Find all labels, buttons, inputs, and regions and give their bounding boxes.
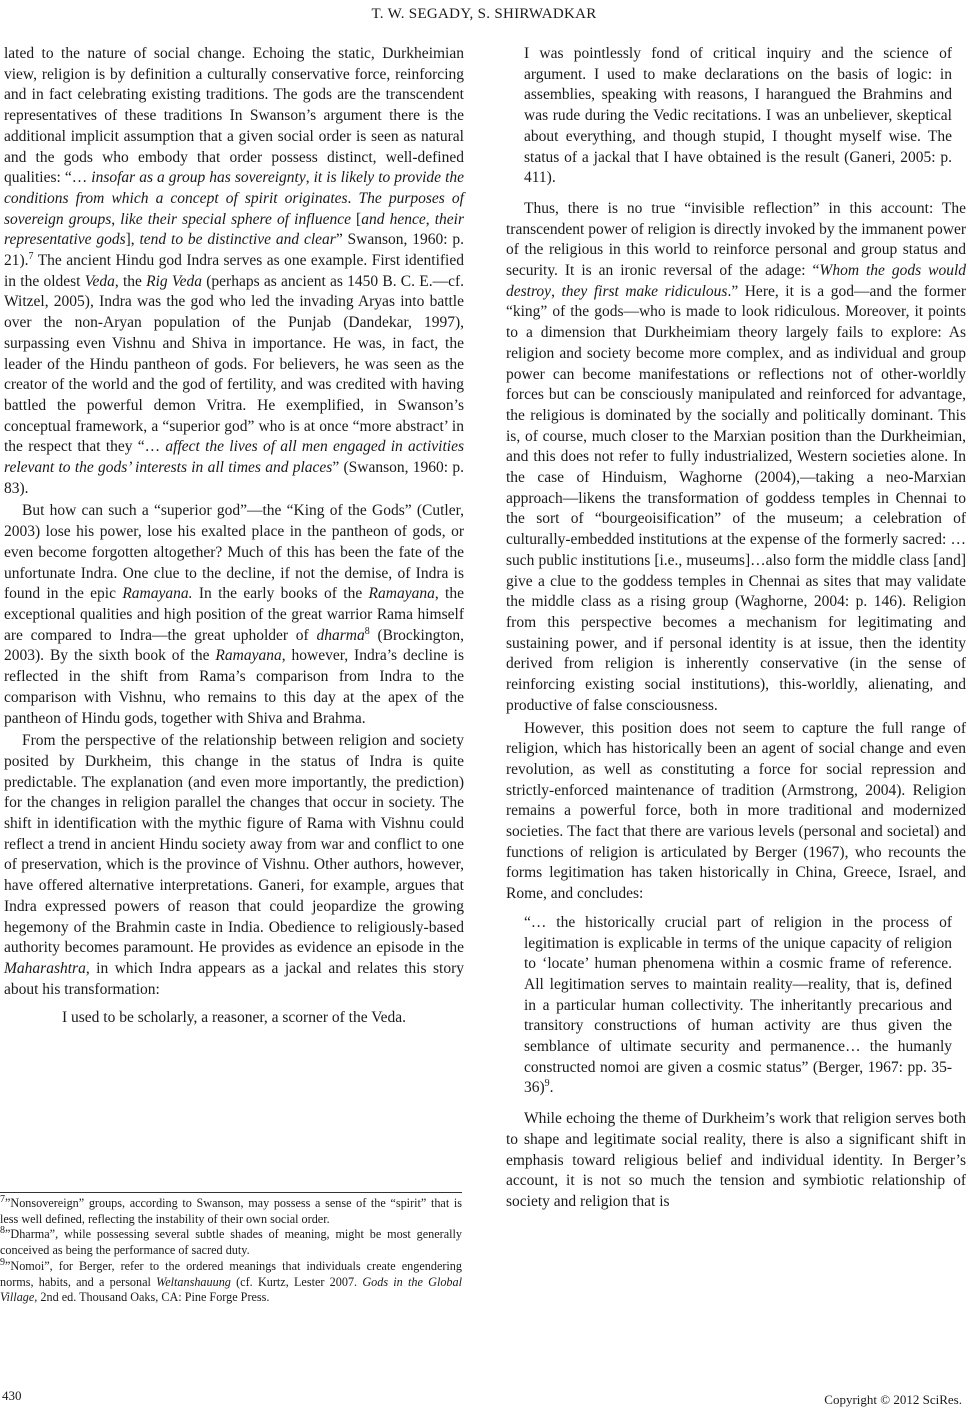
text-run: ” Swanson, 1960: p. 21). (4, 231, 464, 270)
italic-text: dharma (316, 626, 365, 644)
text-run: (perhaps as ancient as 1450 B. C. E.—cf. Witzel, 2005), Indra was the god who led the invading Aryas into battle over the non-Aryan population of the Punjab (Dandekar, 1997), surpassing even Vishnu and Shiva in importance. He was, in fact, the leader of the Hindu pantheon of gods. For believers, he was seen as the creator of the world and the god of fertility, and was credited with having battled the powerful demon Vritra. He exemplified, in Swanson’s conceptual framework, a “superior god” who is at once “more abstract’ in the respect that they “… (4, 272, 464, 456)
block-quote-berger (524, 913, 952, 1099)
paragraph-6 (506, 1109, 966, 1213)
text-run: .” Here, it is a god—and the former “king” of the gods—who is made to look ridiculous. Moreover, it points to a dimension that Durkheimiam theory largely fails to explore: As religion and society become more complex, and as individual and group power can become manifestations or reflections not of other-worldly forces but can be consciously manipulated and reinforced for advantage, the religious is dominated by the socially and politically dominant. This is, of course, much closer to the Marxian position than the Durkheimian, and this does not refer to fully industrialized, Western societies alone. In the case of Hinduism, Waghorne (2004),—taking a neo-Marxian approach—likens the transformation of goddess temples in Chennai to the sort of “bourgeoisification” of the museum; a celebration of culturally-embedded institutions at the expense of the formerly sacred: … such public institutions [i.e., museums]…also form the middle class [and] give a clue to the goddess temples in Chennai as sites that may validate the middle class as a rising group (Waghorne, 2004: p. 146). Religion from this perspective becomes a mechanism for legitimating and sustaining power, and if personal identity is at issue, then the identity derived from religion is inherently conservative (in the sense of reinforcing existing social institutions), this-worldly, alienating, and productive of false consciousness. (506, 282, 967, 714)
italic-text: Maharashtra (4, 959, 86, 977)
text-run: , the (114, 272, 147, 290)
text-run: . (549, 1079, 554, 1097)
italic-text: Veda (84, 272, 115, 290)
italic-text: tend to be distinctive and clear (139, 231, 336, 249)
text-run: ], (125, 231, 140, 249)
italic-text: Gods in the Global Village (0, 1274, 462, 1305)
italic-text: Rig Veda (146, 272, 203, 290)
italic-text: Whom the gods would destroy (506, 262, 967, 300)
italic-text: insofar as a group has sovereignty (91, 169, 306, 187)
italic-text: like their special sphere of influence (120, 210, 351, 228)
text-run: (Brockington, 2003). By the sixth book of the (4, 626, 464, 665)
italic-text: and hence (361, 210, 426, 228)
italic-text: Ramayana. (122, 585, 193, 603)
text-run: , (305, 169, 314, 187)
text-run: , the exceptional qualities and high position of the great warrior Rama himself are compared to Indra—the great upholder of (4, 585, 464, 644)
footnote-marker: 9 (0, 1256, 5, 1268)
text-run: ”Nonsovereign” groups, according to Swanson, may possess a sense of the “spirit” that is less well defined, reflecting the instability of their own social order. (0, 1196, 462, 1226)
page-number: 430 (2, 1388, 22, 1403)
block-quote-ganeri (524, 44, 952, 189)
text-run: , however, Indra’s decline is reflected in the shift from Rama’s comparison from Indra to the comparison with Vishnu, who remains to this day at the apex of the pantheon of Hindu gods, together with Shiva and Brahma. (4, 647, 464, 727)
copyright-notice: Copyright © 2012 SciRes. (824, 1392, 962, 1407)
text-run: (cf. Kurtz, Lester 2007. (230, 1274, 363, 1289)
text-run: Thus, there is no true “invisible reflection” in this account: The transcendent power of religion is directly invoked by the immanent power of the religious in this world to reinforce personal and group status and security. It is an ironic reversal of the adage: “ (506, 199, 966, 280)
italic-text: The purposes of sovereign groups (4, 189, 464, 228)
text-run: However, this position does not seem to capture the full range of religion, which has historically been an agent of social change and even revolution, as well as constituting a force for social repression and strictly-enforced maintenance of tradition (Armstrong, 2004). Religion remains a powerful force, both in more traditional and modernized societies. The fact that there are various levels (personal and societal) and functions of religion is articulated by Berger (1967), who recounts the forms legitimation has taken historically in China, Greece, Israel, and Rome, and concludes: (506, 719, 966, 903)
footnote-7 (0, 1193, 462, 1227)
italic-text: Ramayana (368, 585, 435, 603)
text-run: , (551, 282, 562, 300)
text-run: . (347, 189, 359, 207)
text-run: While echoing the theme of Durkheim’s work that religion serves both to shape and legitimate social reality, there is also a significant shift in emphasis toward religious belief and individual identity. In Berger’s account, it is not so much the tension and symbiotic relationship of society and religion that is (506, 1110, 966, 1210)
text-run: But how can such a “superior god”—the “King of the Gods” (Cutler, 2003) lose his power, lose his exalted place in the pantheon of gods, or even become forgotten altogether? Much of this has been the fate of the unfortunate Indra. One clue to the decline, if not the demise, of Indra is found in the epic (4, 502, 464, 603)
text-run: , in which Indra appears as a jackal and relates this story about his transformation: (4, 959, 464, 998)
footnote-marker: 7 (28, 250, 34, 262)
italic-text: affect the lives of all men engaged in activities relevant to the gods’ interests in all times and places (4, 438, 464, 477)
text-run: In the early books of the (192, 585, 369, 603)
footnote-marker: 9 (544, 1078, 550, 1090)
quote-opening-line: I used to be scholarly, a reasoner, a scorner of the Veda. (61, 1009, 407, 1027)
left-column (4, 44, 464, 1029)
text-run: , (111, 210, 121, 228)
right-column (506, 44, 966, 1213)
text-run: From the perspective of the relationship between religion and society posited by Durkheim, this change in the status of Indra is quite predictable. The explanation (and even more importantly, the prediction) for the changes in religion parallel the changes that occur in society. The shift in identification with the mythic figure of Rama with Vishnu could reflect a trend in ancient Hindu society away from war and conflict to one of preservation, which is the province of Vishnu. Other authors, however, have offered alternative interpretations. Ganeri, for example, argues that Indra expressed powers of reason that could jeopardize the growing hegemony of the Brahmin caste in India. Obedience to religiously-based authority becomes paramount. He provides as evidence an episode in the (4, 732, 464, 957)
running-header: T. W. SEGADY, S. SHIRWADKAR (371, 6, 597, 22)
italic-text: their representative gods (4, 210, 464, 249)
footnotes (0, 1192, 462, 1306)
footnote-marker: 8 (0, 1225, 5, 1237)
text-run: , (425, 210, 435, 228)
text-run: lated to the nature of social change. Echoing the static, Durkheimian view, religion is by definition a culturally conservative force, reinforcing and in fact celebrating existing traditions. The gods are the transcendent representatives of these traditions In Swanson’s argument there is the additional implicit assumption that a given social order is seen as natural and the gods who embody that order possess distinct, well-defined qualities: “… (4, 45, 464, 187)
footnote-marker: 8 (364, 625, 370, 637)
italic-text: Weltanshauung (156, 1274, 231, 1289)
text-run: , 2nd ed. Thousand Oaks, CA: Pine Forge Press. (34, 1290, 270, 1305)
text-run: I was pointlessly fond of critical inquiry and the science of argument. I used to make declarations on the basis of logic: in assemblies, speaking with reasons, I harangued the Brahmins and was rude during the Vedic recitations. I was an unbeliever, skeptical about everything, and though stupid, I thought myself wise. The status of a jackal that I have obtained is the result (Ganeri, 2005: p. 411). (524, 45, 952, 187)
paragraph-3 (4, 731, 464, 1000)
italic-text: they first make ridiculous (561, 282, 728, 300)
footnote-9 (0, 1256, 462, 1306)
text-run: “… the historically crucial part of religion in the process of legitimation is explicable in terms of the unique capacity of religion to ‘locate’ human phenomena within a cosmic frame of reference. All legitimation serves to maintain reality—reality, that is, defined in a particular human collectivity. The inheritantly precarious and transitory constructions of human activity are thus given the semblance of ultimate security and permanence… the humanly constructed nomoi are given a cosmic status” (Berger, 1967: pp. 35-36) (524, 913, 952, 1097)
text-run: ” (Swanson, 1960: p. 83). (4, 459, 464, 497)
footnote-8 (0, 1227, 462, 1258)
text-run: [ (350, 210, 362, 228)
paragraph-1 (4, 44, 464, 499)
text-run: ”Dharma”, while possessing several subtle shades of meaning, might be most generally conceived as being the performance of sacred duty. (0, 1227, 462, 1258)
paragraph-5 (506, 719, 966, 905)
paragraph-4 (506, 199, 966, 717)
text-run: The ancient Hindu god Indra serves as one example. First identified in the oldest (4, 252, 464, 290)
italic-text: it is likely to provide the conditions from which a concept of spirit originates (4, 169, 465, 207)
italic-text: Ramayana (215, 647, 282, 665)
text-run: ”Nomoi”, for Berger, refer to the ordered meanings that individuals create engendering norms, habits, and a personal (0, 1258, 462, 1289)
footnote-marker: 7 (0, 1193, 5, 1205)
paragraph-2 (4, 501, 464, 729)
